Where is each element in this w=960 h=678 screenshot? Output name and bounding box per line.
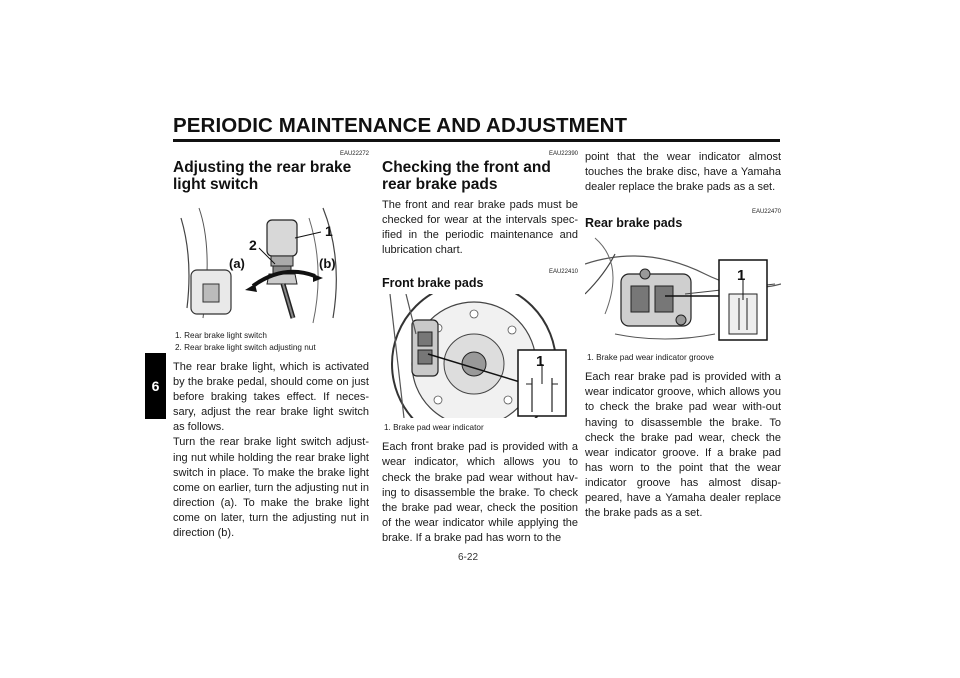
figure-rear-brake-switch <box>173 198 369 326</box>
section-title-brake-pads: Checking the front and rear brake pads <box>382 159 551 193</box>
figure-caption: 1. Brake pad wear indicator <box>384 423 484 433</box>
section-code: EAU22272 <box>339 151 369 157</box>
direction-b-label: (b) <box>319 256 336 271</box>
section-code: EAU22470 <box>751 209 781 216</box>
front-brake-pads-illustration <box>382 294 578 418</box>
direction-a-label: (a) <box>229 256 245 271</box>
column-3 <box>585 150 781 521</box>
callout-1: 1 <box>325 223 333 239</box>
section-title-rear-brake-switch: Adjusting the rear brake light switch <box>173 159 352 193</box>
column-1 <box>173 150 369 541</box>
body-paragraph: Each rear brake pad is provided with a wear indicator groove, which allows you to check the brake pad wear with-out having to disassemble the brake. To check the brake pad wear, check the wear indicator groove. If a brake pad has worn to the point that the wear indicator groove has almost disap-peared, have a Yamaha dealer replace the brake pads as a set. <box>585 371 781 520</box>
subsection-title-front-pads: Front brake pads <box>382 276 484 291</box>
body-paragraph: The rear brake light, which is activated by the brake pedal, should come on just before braking takes effect. If neces-sary, adjust the rear brake light switch as follows. <box>173 361 369 434</box>
page-number: 6-22 <box>458 552 479 563</box>
body-paragraph: Turn the rear brake light switch adjust-ing nut while holding the rear brake light switch in place. To make the brake light come on earlier, turn the adjusting nut in direction (a). To make the brake light come on later, turn the adjusting nut in direction (b). <box>173 436 369 540</box>
rear-brake-switch-illustration <box>173 198 369 326</box>
chapter-tab: 6 <box>145 353 166 419</box>
page-header-title: PERIODIC MAINTENANCE AND ADJUSTMENT <box>173 114 628 137</box>
figure-rear-pads <box>585 234 781 348</box>
body-paragraph-continued: point that the wear indicator almost touches the brake disc, have a Yamaha dealer replace the brake pads as a set. <box>585 151 781 194</box>
column-2 <box>382 150 578 546</box>
callout-2: 2 <box>249 237 257 253</box>
figure-caption: 1. Brake pad wear indicator groove <box>587 353 714 363</box>
header-rule <box>173 139 780 142</box>
caption-line: 2. Rear brake light switch adjusting nut <box>175 343 316 352</box>
caption-line: 1. Rear brake light switch <box>175 331 267 340</box>
body-paragraph: The front and rear brake pads must be checked for wear at the intervals spec-ified in the periodic maintenance and lubrication chart. <box>382 199 578 257</box>
callout-1: 1 <box>536 353 545 371</box>
section-code: EAU22390 <box>548 151 578 157</box>
rear-brake-pads-illustration <box>585 234 781 348</box>
subsection-title-rear-pads: Rear brake pads <box>585 216 683 231</box>
body-paragraph: Each front brake pad is provided with a wear indicator, which allows you to check the brake pad wear without hav-ing to disassemble the brake. To check the brake pad wear, check the position of the wear indicator while applying the brake. If a brake pad has worn to the <box>382 441 578 544</box>
section-code: EAU22410 <box>548 269 578 276</box>
figure-front-pads <box>382 294 578 418</box>
callout-1: 1 <box>737 267 746 285</box>
figure-captions <box>175 330 369 354</box>
